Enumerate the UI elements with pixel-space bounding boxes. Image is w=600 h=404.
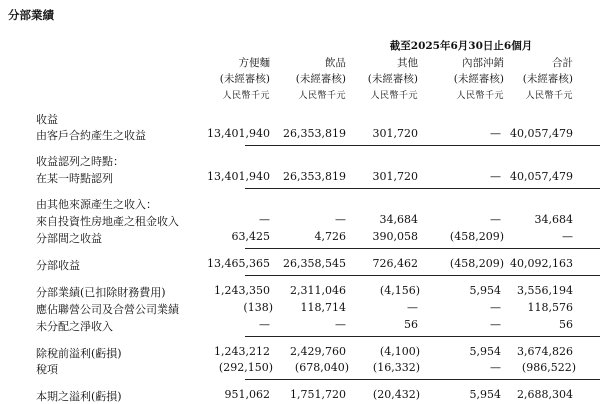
cell: (138) (243, 301, 273, 314)
col-unit-others: 人民幣千元 (370, 91, 418, 101)
col-unit-total: 人民幣千元 (525, 91, 573, 101)
cell: 5,954 (469, 388, 501, 401)
row-label-contract-revenue: 由客戶合約產生之收益 (36, 129, 146, 142)
cell: 1,243,212 (214, 345, 270, 358)
row-label-profit-before-tax: 除稅前溢利(虧損) (36, 347, 122, 360)
col-unit-noodles: 人民幣千元 (222, 91, 270, 101)
cell: 3,556,194 (517, 284, 573, 297)
cell: 34,684 (379, 213, 418, 226)
cell: 5,954 (469, 284, 501, 297)
cell: 726,462 (372, 257, 418, 270)
col-audit-others: (未經審核) (367, 73, 418, 85)
col-audit-noodles: (未經審核) (219, 73, 270, 85)
row-label-associates: 應佔聯營公司及合營公司業績 (36, 303, 179, 316)
cell: 56 (559, 318, 573, 331)
cell: 40,092,163 (510, 257, 573, 270)
cell: 4,726 (314, 230, 346, 243)
cell: (4,156) (379, 284, 420, 297)
cell: 26,358,545 (283, 257, 346, 270)
row-label-other-sources: 由其他來源產生之收入： (36, 198, 157, 211)
cell: — (490, 127, 501, 140)
col-unit-beverages: 人民幣千元 (298, 91, 346, 101)
cell: 26,353,819 (283, 170, 346, 183)
cell: 1,243,350 (214, 284, 270, 297)
period-header: 截至2025年6月30日止6個月 (389, 40, 533, 52)
row-label-unallocated: 未分配之淨收入 (36, 320, 113, 333)
cell: 13,401,940 (207, 127, 270, 140)
cell: (292,150) (218, 361, 273, 374)
cell: 2,688,304 (517, 388, 573, 401)
col-header-others: 其他 (397, 57, 418, 69)
cell: — (259, 318, 270, 331)
cell: 40,057,479 (510, 170, 573, 183)
cell: 118,714 (300, 301, 346, 314)
col-audit-beverages: (未經審核) (295, 73, 346, 85)
cell: 118,576 (527, 301, 573, 314)
col-header-beverages: 飲品 (325, 57, 346, 69)
cell: (4,100) (379, 345, 420, 358)
total-underline (245, 275, 600, 276)
cell: — (490, 318, 501, 331)
cell: — (490, 301, 501, 314)
cell: 26,353,819 (283, 127, 346, 140)
statement-title: 分部業績 (8, 8, 54, 22)
row-label-revenue: 收益 (36, 113, 58, 126)
cell: — (562, 230, 573, 243)
row-label-segment-revenue: 分部收益 (36, 259, 80, 272)
row-label-tax: 稅項 (36, 363, 58, 376)
cell: 40,057,479 (510, 127, 573, 140)
cell: (458,209) (449, 257, 504, 270)
cell: — (490, 213, 501, 226)
row-label-profit-for-period: 本期之溢利(虧損) (36, 390, 122, 403)
row-label-segment-result: 分部業績(已扣除財務費用) (36, 286, 166, 299)
cell: (678,040) (294, 361, 349, 374)
cell: 3,674,826 (517, 345, 573, 358)
cell: 5,954 (469, 345, 501, 358)
cell: 2,429,760 (290, 345, 346, 358)
cell: 390,058 (372, 230, 418, 243)
total-underline (245, 188, 600, 189)
cell: 951,062 (224, 388, 270, 401)
col-audit-total: (未經審核) (522, 73, 573, 85)
total-underline (245, 379, 600, 380)
row-label-rental-income: 來自投資性房地產之租金收入 (36, 215, 179, 228)
row-label-point-in-time: 在某一時點認列 (36, 172, 113, 185)
col-header-elimination: 內部沖銷 (462, 57, 504, 69)
total-underline (245, 336, 600, 337)
col-header-noodles: 方便麵 (238, 57, 270, 69)
col-header-total: 合計 (552, 57, 573, 69)
cell: — (490, 361, 501, 374)
cell: — (335, 213, 346, 226)
col-unit-elimination: 人民幣千元 (456, 91, 504, 101)
cell: 34,684 (534, 213, 573, 226)
cell: (986,522) (521, 361, 576, 374)
cell: (16,332) (372, 361, 420, 374)
cell: (458,209) (449, 230, 504, 243)
cell: (20,432) (372, 388, 420, 401)
cell: 301,720 (372, 170, 418, 183)
cell: — (407, 301, 418, 314)
cell: 1,751,720 (290, 388, 346, 401)
cell: — (259, 213, 270, 226)
cell: 2,311,046 (290, 284, 346, 297)
row-label-timing: 收益認列之時點： (36, 155, 124, 168)
total-underline (245, 248, 600, 249)
cell: 301,720 (372, 127, 418, 140)
cell: — (490, 170, 501, 183)
col-audit-elimination: (未經審核) (453, 73, 504, 85)
row-label-intersegment: 分部間之收益 (36, 232, 102, 245)
cell: 63,425 (231, 230, 270, 243)
cell: 13,465,365 (207, 257, 270, 270)
cell: 56 (404, 318, 418, 331)
total-underline (245, 145, 600, 146)
cell: — (335, 318, 346, 331)
cell: 13,401,940 (207, 170, 270, 183)
